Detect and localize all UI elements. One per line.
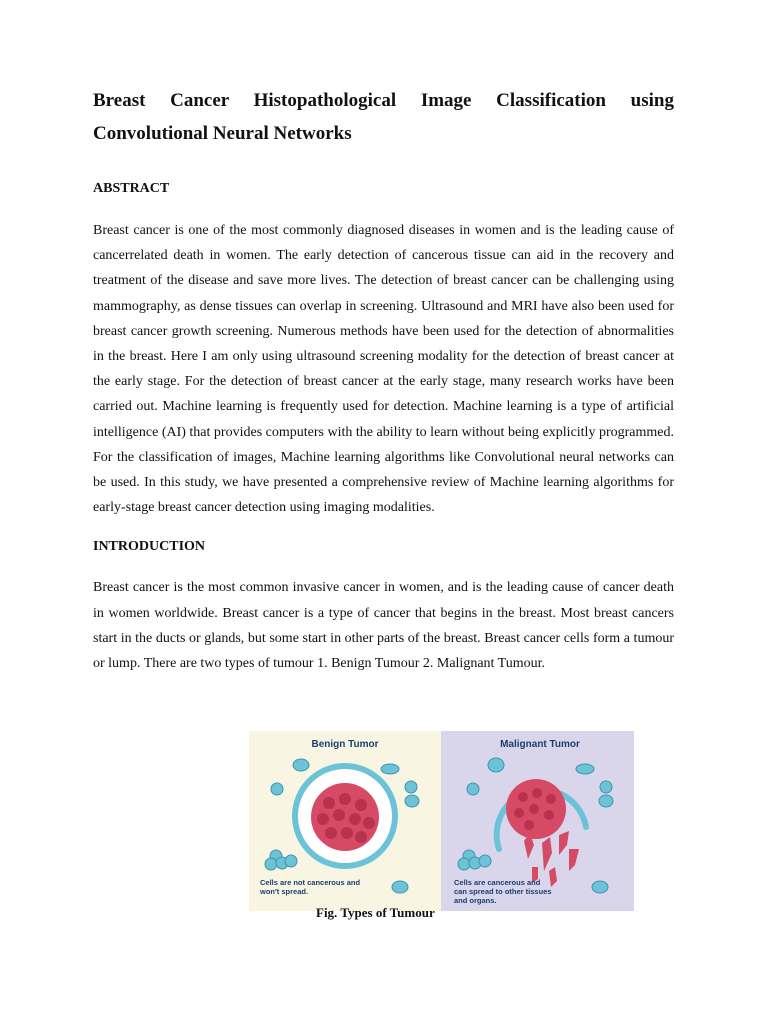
tumour-illustration	[249, 731, 634, 911]
tumour-figure	[249, 731, 634, 911]
introduction-heading: INTRODUCTION	[93, 539, 206, 555]
paper-title: Breast Cancer Histopathological Image Classification using Convolutional Neural Networks	[93, 90, 674, 144]
benign-note-line-1: Cells are not cancerous and	[260, 878, 361, 887]
benign-tumor	[295, 766, 395, 866]
benign-note-line-2: won't spread.	[260, 887, 309, 896]
figure-caption: Fig. Types of Tumour	[316, 905, 435, 920]
abstract-heading: ABSTRACT	[93, 181, 170, 196]
malignant-label: Malignant Tumor	[500, 739, 580, 750]
malignant-note-line-2: can spread to other tissues	[454, 887, 552, 896]
abstract-paragraph: Breast cancer is one of the most commonly diagnosed diseases in women and is the leading cause of cancerrelated death in women. The early detection of cancerous tissue can aid in the recovery and treatment of the disease and save more lives. The detection of breast cancer can be challenging using mammography, as dense tissues can overlap in screening. Ultrasound and MRI have also been used for breast cancer growth screening. Numerous methods have been used for the detection of abnormalities in the breast. Here I am only using ultrasound screening modality for the detection of breast cancer at the early stage. For the detection of breast cancer at the early stage, many research works have been carried out. Machine learning is frequently used for detection. Machine learning is a type of artificial intelligence (AI) that provides computers with the ability to learn without being explicitly programmed. For the classification of images, Machine learning algorithms like Convolutional neural networks can be used. In this study, we have presented a comprehensive review of Machine learning algorithms for early-stage breast cancer detection using imaging modalities.	[93, 223, 674, 516]
malignant-note-line-1: Cells are cancerous and	[454, 878, 541, 887]
introduction-paragraph: Breast cancer is the most common invasive cancer in women, and is the leading cause of cancer death in women worldwide. Breast cancer is a type of cancer that begins in the breast. Most breast cancers start in the ducts or glands, but some start in other parts of the breast. Breast cancer cells form a tumour or lump. There are two types of tumour 1. Benign Tumour 2. Malignant Tumour.	[93, 580, 674, 672]
malignant-note-line-3: and organs.	[454, 896, 497, 905]
paper-page	[93, 84, 674, 676]
benign-label: Benign Tumor	[311, 739, 379, 750]
